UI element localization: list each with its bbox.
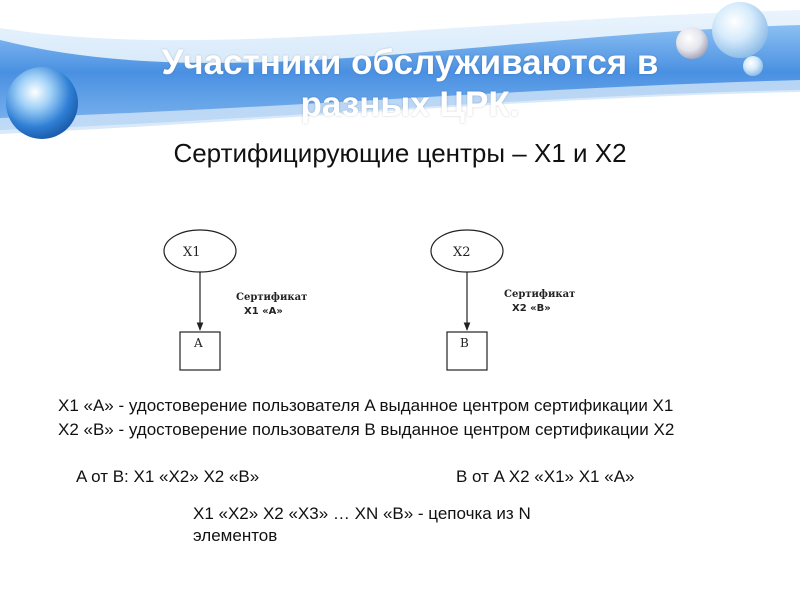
user-node-b-label: B [460,336,469,350]
slide-title-line1: Участники обслуживаются в [161,43,659,82]
definition-x1-a: X1 «A» - удостоверение пользователя A выданное центром сертификации X1 [58,396,674,415]
ca-node-x2-label: X2 [453,245,471,260]
path-b-from-a: B от A X2 «X1» X1 «A» [456,467,635,486]
right-diagram [431,230,575,370]
cert-label-left-line2: X1 «A» [244,306,283,317]
user-node-a-label: A [194,336,203,350]
chain-description [193,503,633,547]
ca-node-x1-label: X1 [183,245,201,260]
cert-label-left-line1: Сертификат [236,292,308,303]
slide-subtitle: Сертифицирующие центры – X1 и X2 [173,138,627,168]
chain-line1: X1 «X2» X2 «X3» … XN «B» - цепочка из N [193,504,531,523]
chain-line2: элементов [193,526,278,545]
left-diagram [164,230,307,370]
path-a-from-b: A от B: X1 «X2» X2 «B» [76,467,260,486]
definition-x2-b: X2 «B» - удостоверение пользователя B выданное центром сертификации X2 [58,420,675,439]
cert-label-right-line2: X2 «B» [512,303,551,314]
slide-title-line2: разных ЦРК. [300,85,520,124]
cert-label-right-line1: Сертификат [504,289,576,300]
